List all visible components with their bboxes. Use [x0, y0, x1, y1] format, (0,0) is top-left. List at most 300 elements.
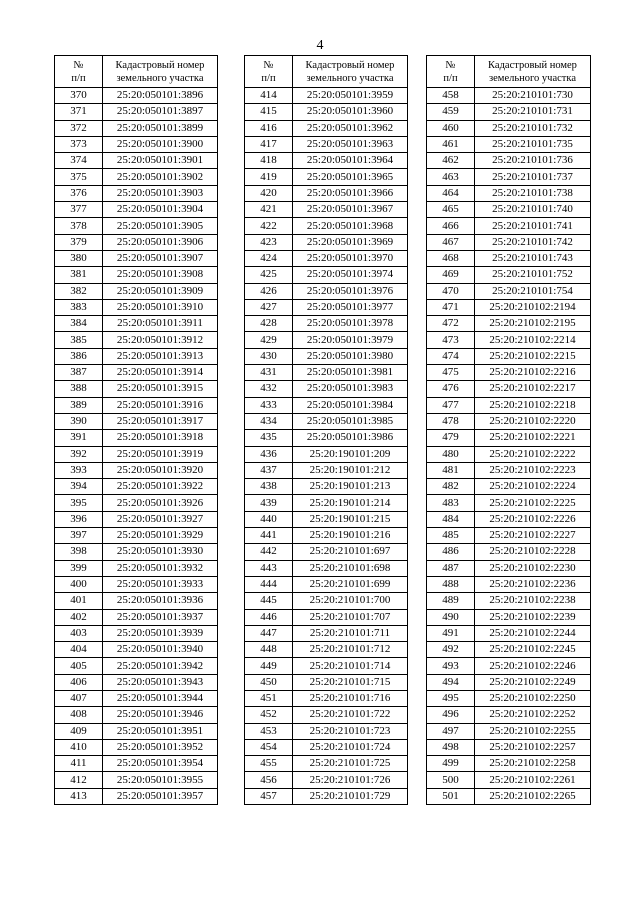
cadastral-number: 25:20:210101:712 — [293, 642, 408, 658]
cadastral-number: 25:20:050101:3944 — [103, 690, 218, 706]
page-number: 4 — [316, 38, 324, 53]
header-num-line1: № — [445, 59, 456, 71]
cadastral-number: 25:20:210101:730 — [475, 88, 591, 104]
row-number: 475 — [427, 365, 475, 381]
table-row — [245, 185, 408, 201]
cadastral-number: 25:20:050101:3963 — [293, 136, 408, 152]
row-number: 494 — [427, 674, 475, 690]
table-row — [55, 788, 218, 804]
table-row — [55, 707, 218, 723]
table-row — [55, 332, 218, 348]
row-number: 482 — [427, 479, 475, 495]
cadastral-number: 25:20:210102:2225 — [475, 495, 591, 511]
table-row — [427, 136, 591, 152]
cadastral-number: 25:20:190101:215 — [293, 511, 408, 527]
cadastral-number: 25:20:210101:726 — [293, 772, 408, 788]
table-row — [427, 560, 591, 576]
table-row — [55, 495, 218, 511]
header-cadastral — [103, 56, 218, 88]
table-row — [427, 674, 591, 690]
row-number: 485 — [427, 528, 475, 544]
row-number: 441 — [245, 528, 293, 544]
row-number: 444 — [245, 576, 293, 592]
table-row — [245, 218, 408, 234]
cadastral-number: 25:20:210101:711 — [293, 625, 408, 641]
table-row — [55, 739, 218, 755]
table-row — [427, 576, 591, 592]
cadastral-number: 25:20:050101:3981 — [293, 365, 408, 381]
table-row — [245, 495, 408, 511]
row-number: 430 — [245, 348, 293, 364]
row-number: 400 — [55, 576, 103, 592]
row-number: 384 — [55, 316, 103, 332]
table-row — [55, 756, 218, 772]
table-row — [55, 674, 218, 690]
row-number: 481 — [427, 462, 475, 478]
table-row — [55, 609, 218, 625]
cadastral-number: 25:20:210102:2194 — [475, 299, 591, 315]
row-number: 388 — [55, 381, 103, 397]
table-row — [427, 528, 591, 544]
table-row — [245, 332, 408, 348]
header-num-line1: № — [73, 59, 84, 71]
cadastral-number: 25:20:210101:740 — [475, 202, 591, 218]
cadastral-number: 25:20:210101:699 — [293, 576, 408, 592]
row-number: 436 — [245, 446, 293, 462]
row-number: 429 — [245, 332, 293, 348]
row-number: 458 — [427, 88, 475, 104]
cadastral-number: 25:20:210102:2216 — [475, 365, 591, 381]
table-row — [245, 120, 408, 136]
table-row — [55, 348, 218, 364]
table-row — [55, 120, 218, 136]
row-number: 423 — [245, 234, 293, 250]
table-row — [55, 528, 218, 544]
cadastral-number: 25:20:210102:2261 — [475, 772, 591, 788]
row-number: 448 — [245, 642, 293, 658]
cadastral-number: 25:20:210101:743 — [475, 250, 591, 266]
cadastral-number: 25:20:050101:3914 — [103, 365, 218, 381]
table-header — [245, 56, 408, 88]
table-body — [427, 88, 591, 805]
table-row — [55, 283, 218, 299]
cadastral-number: 25:20:210102:2224 — [475, 479, 591, 495]
table-row — [55, 185, 218, 201]
cadastral-number: 25:20:050101:3983 — [293, 381, 408, 397]
table-row — [427, 707, 591, 723]
row-number: 440 — [245, 511, 293, 527]
cadastral-number: 25:20:050101:3913 — [103, 348, 218, 364]
row-number: 417 — [245, 136, 293, 152]
cadastral-number: 25:20:210102:2226 — [475, 511, 591, 527]
cadastral-number: 25:20:050101:3896 — [103, 88, 218, 104]
table-row — [245, 430, 408, 446]
row-number: 461 — [427, 136, 475, 152]
table-row — [427, 739, 591, 755]
cadastral-number: 25:20:210102:2250 — [475, 690, 591, 706]
cadastral-number: 25:20:050101:3978 — [293, 316, 408, 332]
cadastral-number: 25:20:210101:738 — [475, 185, 591, 201]
row-number: 497 — [427, 723, 475, 739]
table-row — [427, 153, 591, 169]
cadastral-number: 25:20:050101:3980 — [293, 348, 408, 364]
table-row — [427, 723, 591, 739]
cadastral-number: 25:20:050101:3946 — [103, 707, 218, 723]
table-row — [55, 560, 218, 576]
row-number: 463 — [427, 169, 475, 185]
table-row — [55, 446, 218, 462]
cadastral-number: 25:20:210102:2230 — [475, 560, 591, 576]
row-number: 403 — [55, 625, 103, 641]
cadastral-number: 25:20:210102:2215 — [475, 348, 591, 364]
row-number: 451 — [245, 690, 293, 706]
table-row — [55, 202, 218, 218]
table-row — [245, 267, 408, 283]
table-row — [55, 576, 218, 592]
header-cadastral-line2: земельного участка — [306, 72, 394, 84]
row-number: 397 — [55, 528, 103, 544]
cadastral-number: 25:20:190101:209 — [293, 446, 408, 462]
cadastral-number: 25:20:210101:732 — [475, 120, 591, 136]
cadastral-number: 25:20:210102:2218 — [475, 397, 591, 413]
row-number: 375 — [55, 169, 103, 185]
header-cadastral-line2: земельного участка — [116, 72, 204, 84]
table-row — [245, 642, 408, 658]
row-number: 433 — [245, 397, 293, 413]
row-number: 385 — [55, 332, 103, 348]
row-number: 424 — [245, 250, 293, 266]
table-row — [55, 234, 218, 250]
table-row — [55, 397, 218, 413]
table-row — [427, 495, 591, 511]
row-number: 374 — [55, 153, 103, 169]
table-row — [55, 88, 218, 104]
row-number: 466 — [427, 218, 475, 234]
cadastral-number: 25:20:050101:3902 — [103, 169, 218, 185]
table-row — [245, 544, 408, 560]
table-row — [245, 299, 408, 315]
table-row — [427, 642, 591, 658]
row-number: 418 — [245, 153, 293, 169]
table-row — [245, 169, 408, 185]
table-row — [427, 690, 591, 706]
table-row — [245, 593, 408, 609]
cadastral-number: 25:20:210101:700 — [293, 593, 408, 609]
table-row — [427, 169, 591, 185]
cadastral-number: 25:20:050101:3940 — [103, 642, 218, 658]
cadastral-number: 25:20:050101:3911 — [103, 316, 218, 332]
cadastral-number: 25:20:050101:3916 — [103, 397, 218, 413]
cadastral-number: 25:20:050101:3919 — [103, 446, 218, 462]
table-row — [427, 462, 591, 478]
cadastral-number: 25:20:050101:3908 — [103, 267, 218, 283]
cadastral-number: 25:20:050101:3905 — [103, 218, 218, 234]
row-number: 474 — [427, 348, 475, 364]
table-row — [245, 88, 408, 104]
table-row — [427, 544, 591, 560]
row-number: 394 — [55, 479, 103, 495]
row-number: 409 — [55, 723, 103, 739]
row-number: 431 — [245, 365, 293, 381]
table-row — [55, 658, 218, 674]
row-number: 383 — [55, 299, 103, 315]
row-number: 446 — [245, 609, 293, 625]
row-number: 371 — [55, 104, 103, 120]
table-row — [427, 609, 591, 625]
row-number: 455 — [245, 756, 293, 772]
cadastral-number: 25:20:210102:2257 — [475, 739, 591, 755]
cadastral-number: 25:20:050101:3899 — [103, 120, 218, 136]
cadastral-number: 25:20:050101:3969 — [293, 234, 408, 250]
cadastral-number: 25:20:210101:735 — [475, 136, 591, 152]
table-row — [427, 381, 591, 397]
table-row — [55, 365, 218, 381]
row-number: 379 — [55, 234, 103, 250]
table-row — [245, 365, 408, 381]
table-row — [427, 218, 591, 234]
row-number: 487 — [427, 560, 475, 576]
row-number: 452 — [245, 707, 293, 723]
cadastral-number: 25:20:050101:3918 — [103, 430, 218, 446]
cadastral-number: 25:20:050101:3959 — [293, 88, 408, 104]
table-row — [245, 104, 408, 120]
row-number: 449 — [245, 658, 293, 674]
row-number: 450 — [245, 674, 293, 690]
cadastral-number: 25:20:050101:3897 — [103, 104, 218, 120]
cadastral-number: 25:20:050101:3977 — [293, 299, 408, 315]
cadastral-number: 25:20:050101:3903 — [103, 185, 218, 201]
row-number: 471 — [427, 299, 475, 315]
row-number: 428 — [245, 316, 293, 332]
table-row — [245, 690, 408, 706]
row-number: 473 — [427, 332, 475, 348]
row-number: 495 — [427, 690, 475, 706]
cadastral-number: 25:20:050101:3920 — [103, 462, 218, 478]
header-num — [427, 56, 475, 88]
row-number: 370 — [55, 88, 103, 104]
cadastral-number: 25:20:210101:698 — [293, 560, 408, 576]
cadastral-number: 25:20:210102:2246 — [475, 658, 591, 674]
table-body — [245, 88, 408, 805]
cadastral-number: 25:20:050101:3922 — [103, 479, 218, 495]
row-number: 410 — [55, 739, 103, 755]
cadastral-number: 25:20:210102:2238 — [475, 593, 591, 609]
table-row — [427, 511, 591, 527]
cadastral-number: 25:20:210101:752 — [475, 267, 591, 283]
table-row — [427, 299, 591, 315]
table-row — [245, 707, 408, 723]
cadastral-number: 25:20:050101:3967 — [293, 202, 408, 218]
table-row — [427, 348, 591, 364]
row-number: 493 — [427, 658, 475, 674]
header-num — [245, 56, 293, 88]
cadastral-number: 25:20:190101:213 — [293, 479, 408, 495]
table-row — [245, 576, 408, 592]
row-number: 419 — [245, 169, 293, 185]
header-cadastral — [293, 56, 408, 88]
row-number: 445 — [245, 593, 293, 609]
row-number: 492 — [427, 642, 475, 658]
table-row — [55, 642, 218, 658]
row-number: 399 — [55, 560, 103, 576]
row-number: 476 — [427, 381, 475, 397]
row-number: 486 — [427, 544, 475, 560]
cadastral-table-3 — [426, 55, 591, 805]
row-number: 425 — [245, 267, 293, 283]
cadastral-number: 25:20:050101:3957 — [103, 788, 218, 804]
table-row — [427, 756, 591, 772]
cadastral-number: 25:20:210101:731 — [475, 104, 591, 120]
row-number: 413 — [55, 788, 103, 804]
row-number: 488 — [427, 576, 475, 592]
table-row — [427, 658, 591, 674]
cadastral-number: 25:20:210101:724 — [293, 739, 408, 755]
table-row — [245, 772, 408, 788]
cadastral-number: 25:20:210101:707 — [293, 609, 408, 625]
table-row — [427, 234, 591, 250]
table-header — [427, 56, 591, 88]
row-number: 401 — [55, 593, 103, 609]
row-number: 457 — [245, 788, 293, 804]
cadastral-number: 25:20:190101:212 — [293, 462, 408, 478]
header-cadastral-line1: Кадастровый номер — [115, 59, 205, 71]
header-num-line2: п/п — [443, 72, 458, 84]
row-number: 408 — [55, 707, 103, 723]
table-row — [427, 316, 591, 332]
row-number: 376 — [55, 185, 103, 201]
cadastral-number: 25:20:050101:3942 — [103, 658, 218, 674]
row-number: 467 — [427, 234, 475, 250]
row-number: 402 — [55, 609, 103, 625]
table-row — [245, 625, 408, 641]
row-number: 416 — [245, 120, 293, 136]
cadastral-number: 25:20:050101:3968 — [293, 218, 408, 234]
table-row — [427, 772, 591, 788]
row-number: 483 — [427, 495, 475, 511]
table-row — [245, 348, 408, 364]
cadastral-number: 25:20:210101:697 — [293, 544, 408, 560]
table-row — [55, 250, 218, 266]
table-row — [55, 511, 218, 527]
row-number: 460 — [427, 120, 475, 136]
cadastral-number: 25:20:050101:3986 — [293, 430, 408, 446]
row-number: 491 — [427, 625, 475, 641]
cadastral-number: 25:20:210102:2244 — [475, 625, 591, 641]
row-number: 462 — [427, 153, 475, 169]
table-row — [55, 169, 218, 185]
row-number: 496 — [427, 707, 475, 723]
row-number: 422 — [245, 218, 293, 234]
header-num-line1: № — [263, 59, 274, 71]
table-row — [427, 267, 591, 283]
table-row — [245, 560, 408, 576]
table-row — [55, 413, 218, 429]
row-number: 389 — [55, 397, 103, 413]
table-row — [427, 430, 591, 446]
row-number: 405 — [55, 658, 103, 674]
row-number: 437 — [245, 462, 293, 478]
row-number: 398 — [55, 544, 103, 560]
cadastral-number: 25:20:210101:716 — [293, 690, 408, 706]
row-number: 478 — [427, 413, 475, 429]
table-row — [245, 739, 408, 755]
table-row — [427, 332, 591, 348]
table-header — [55, 56, 218, 88]
row-number: 453 — [245, 723, 293, 739]
cadastral-number: 25:20:210101:742 — [475, 234, 591, 250]
cadastral-number: 25:20:050101:3930 — [103, 544, 218, 560]
cadastral-number: 25:20:050101:3955 — [103, 772, 218, 788]
table-row — [55, 104, 218, 120]
row-number: 500 — [427, 772, 475, 788]
cadastral-number: 25:20:210101:741 — [475, 218, 591, 234]
cadastral-number: 25:20:050101:3976 — [293, 283, 408, 299]
cadastral-number: 25:20:050101:3926 — [103, 495, 218, 511]
table-row — [245, 250, 408, 266]
row-number: 498 — [427, 739, 475, 755]
table-row — [55, 690, 218, 706]
cadastral-number: 25:20:050101:3984 — [293, 397, 408, 413]
row-number: 426 — [245, 283, 293, 299]
table-row — [55, 544, 218, 560]
cadastral-number: 25:20:210102:2236 — [475, 576, 591, 592]
table-row — [55, 625, 218, 641]
row-number: 499 — [427, 756, 475, 772]
header-cadastral-line1: Кадастровый номер — [305, 59, 395, 71]
cadastral-number: 25:20:210101:723 — [293, 723, 408, 739]
table-row — [245, 153, 408, 169]
row-number: 489 — [427, 593, 475, 609]
table-row — [245, 658, 408, 674]
row-number: 465 — [427, 202, 475, 218]
cadastral-number: 25:20:050101:3936 — [103, 593, 218, 609]
table-row — [55, 218, 218, 234]
table-row — [245, 446, 408, 462]
cadastral-number: 25:20:210102:2252 — [475, 707, 591, 723]
cadastral-table-2 — [244, 55, 408, 805]
table-row — [427, 283, 591, 299]
table-row — [427, 250, 591, 266]
cadastral-number: 25:20:210102:2228 — [475, 544, 591, 560]
row-number: 468 — [427, 250, 475, 266]
header-cadastral — [475, 56, 591, 88]
cadastral-number: 25:20:050101:3901 — [103, 153, 218, 169]
table-row — [427, 120, 591, 136]
cadastral-table-1 — [54, 55, 218, 805]
row-number: 407 — [55, 690, 103, 706]
table-row — [245, 511, 408, 527]
table-row — [427, 593, 591, 609]
cadastral-number: 25:20:050101:3917 — [103, 413, 218, 429]
table-row — [245, 609, 408, 625]
cadastral-number: 25:20:190101:214 — [293, 495, 408, 511]
cadastral-number: 25:20:050101:3979 — [293, 332, 408, 348]
cadastral-number: 25:20:050101:3952 — [103, 739, 218, 755]
cadastral-number: 25:20:210101:729 — [293, 788, 408, 804]
row-number: 442 — [245, 544, 293, 560]
cadastral-number: 25:20:210102:2214 — [475, 332, 591, 348]
table-row — [245, 202, 408, 218]
row-number: 373 — [55, 136, 103, 152]
table-row — [245, 756, 408, 772]
cadastral-number: 25:20:050101:3906 — [103, 234, 218, 250]
row-number: 443 — [245, 560, 293, 576]
row-number: 386 — [55, 348, 103, 364]
cadastral-number: 25:20:210102:2258 — [475, 756, 591, 772]
cadastral-number: 25:20:050101:3962 — [293, 120, 408, 136]
table-row — [245, 413, 408, 429]
table-row — [245, 136, 408, 152]
